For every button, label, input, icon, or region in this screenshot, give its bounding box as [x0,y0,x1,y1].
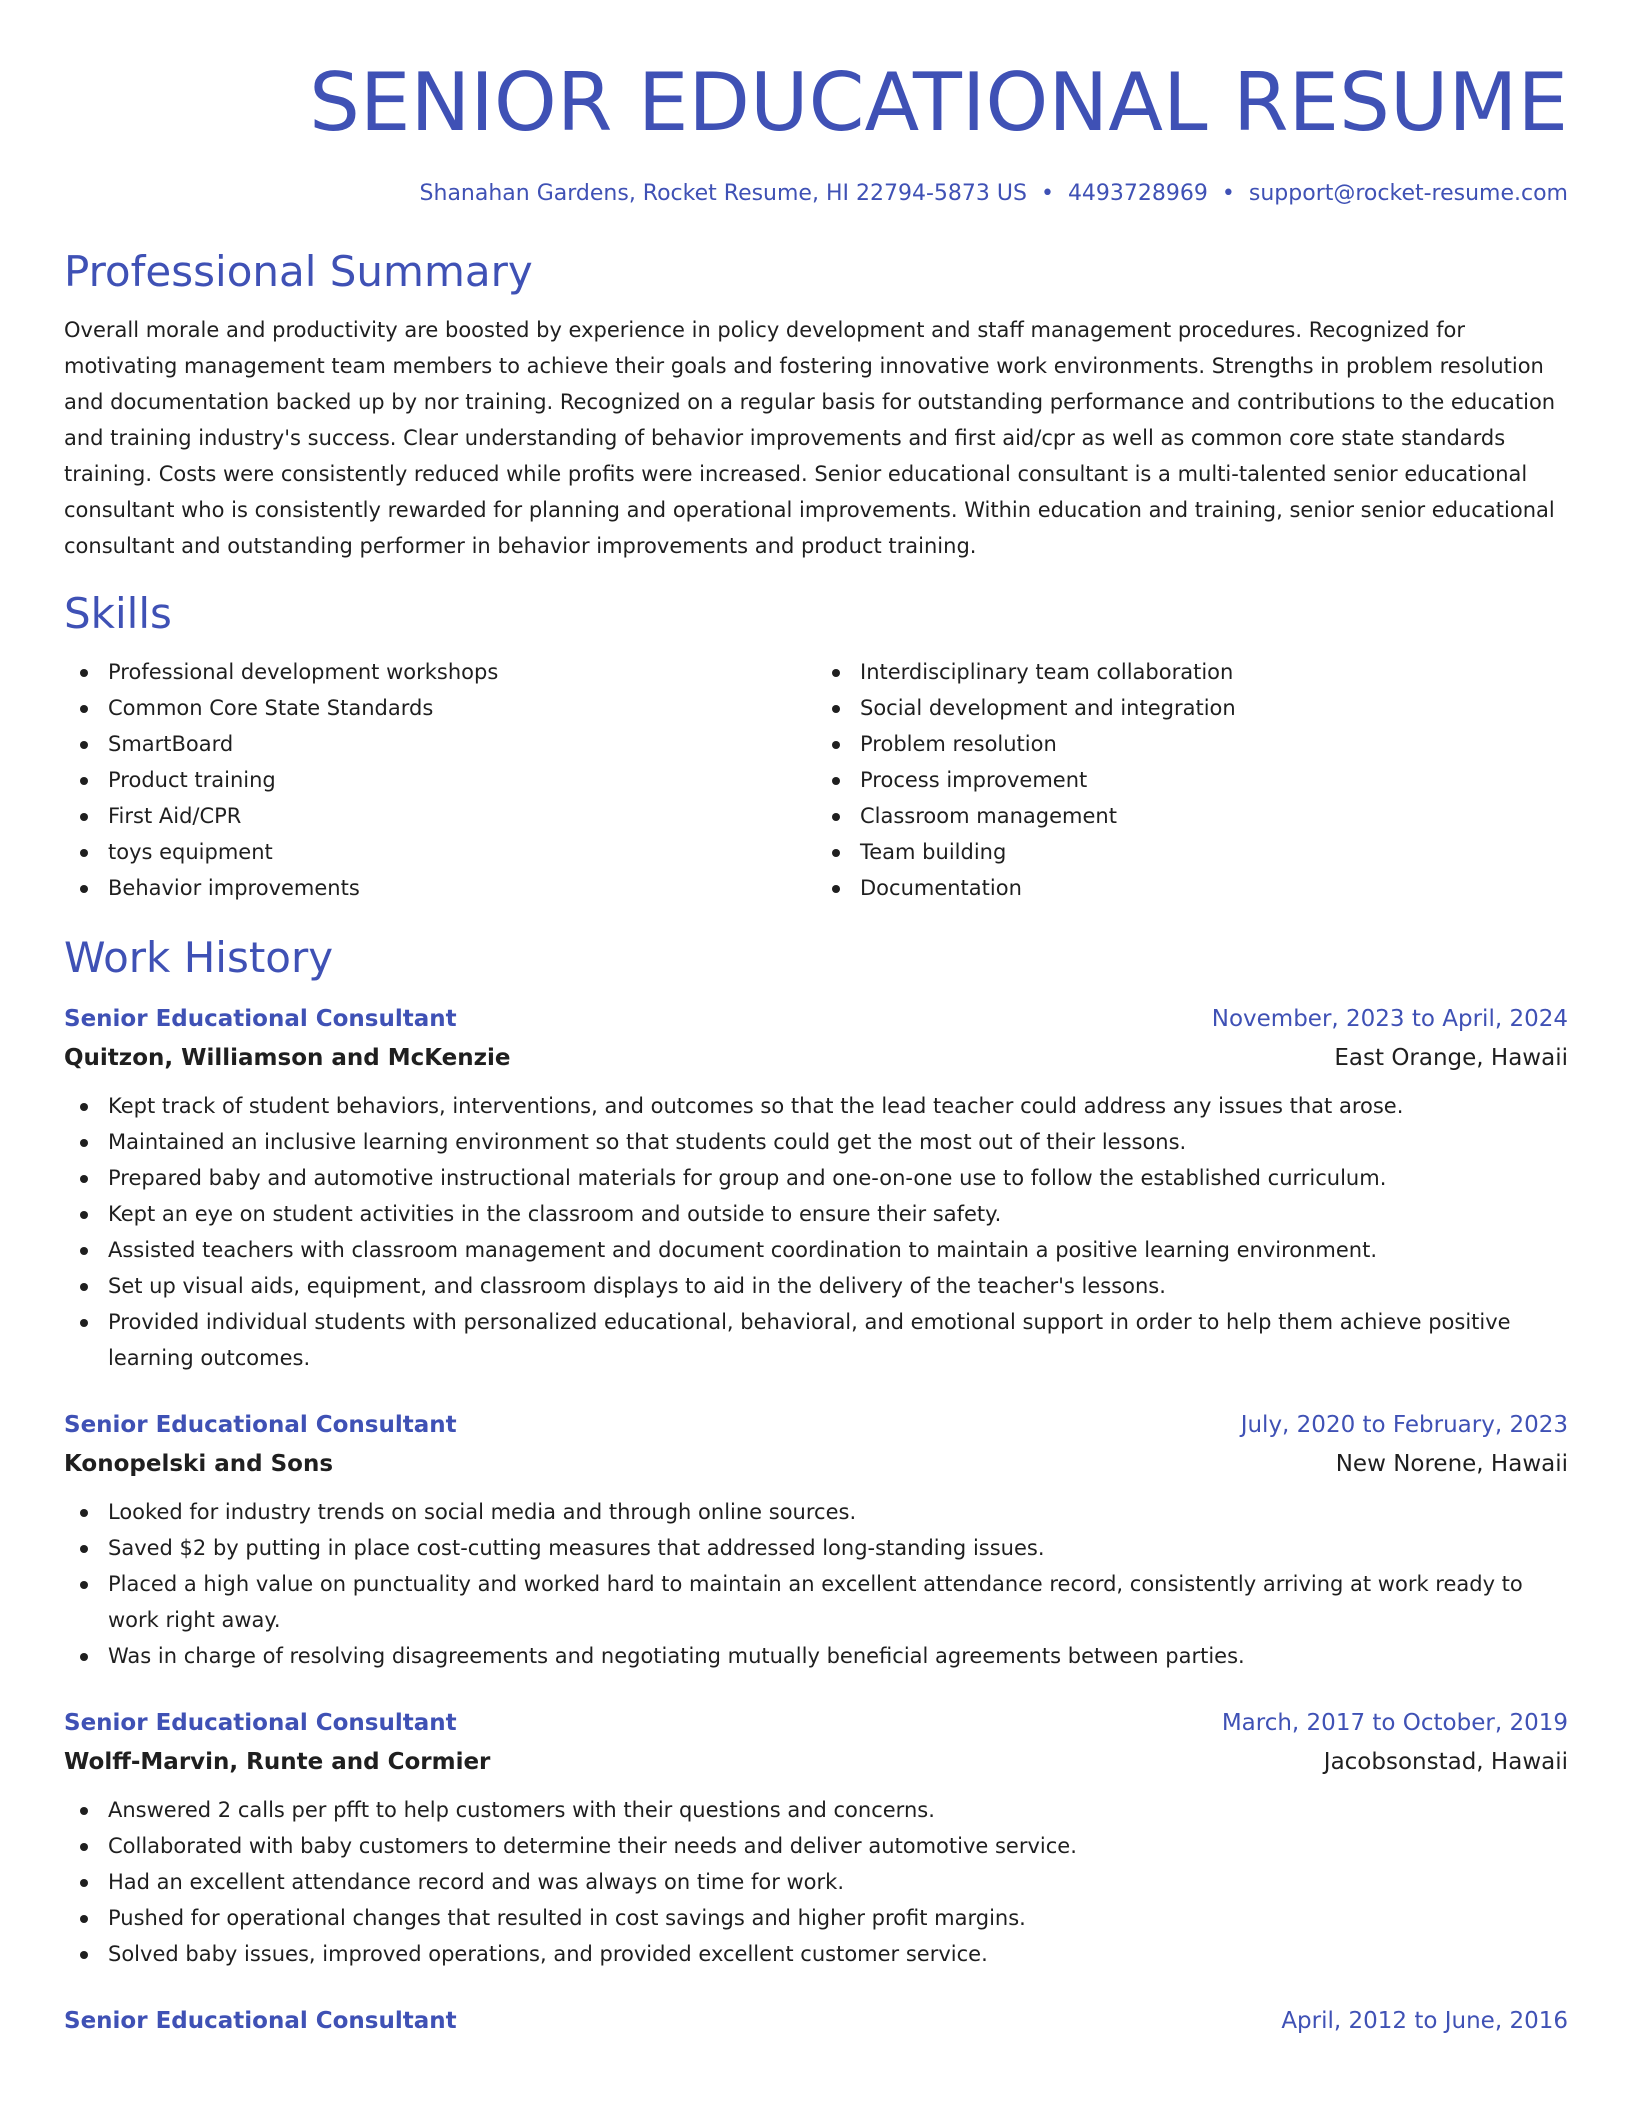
job-location: Jacobsonstad, Hawaii [1323,1749,1568,1775]
job-entry [64,1000,1568,1376]
contact-separator: • [1040,181,1054,206]
job-title: Senior Educational Consultant [64,2008,457,2034]
skill-item: toys equipment [64,834,816,870]
job-bullet: Pushed for operational changes that resulted in cost savings and higher profit margins. [64,1900,1568,1936]
skill-item: Professional development workshops [64,654,816,690]
job-bullet: Looked for industry trends on social media and through online sources. [64,1494,1568,1530]
skill-item: Documentation [816,870,1568,906]
job-location: East Orange, Hawaii [1334,1045,1568,1071]
job-entry [64,1704,1568,1972]
job-bullet: Answered 2 calls per pfft to help customers with their questions and concerns. [64,1792,1568,1828]
contact-separator: • [1221,181,1235,206]
job-entry [64,1406,1568,1674]
skill-item: Problem resolution [816,726,1568,762]
job-bullet: Placed a high value on punctuality and worked hard to maintain an excellent attendance record, consistently arriving at work ready to work right away. [64,1566,1568,1638]
job-bullet: Had an excellent attendance record and was always on time for work. [64,1864,1568,1900]
section-title-skills: Skills [64,589,172,638]
job-bullets [64,1494,1568,1674]
job-company-row [64,1444,1568,1484]
resume-title: SENIOR EDUCATIONAL RESUME [309,56,1568,149]
job-bullet: Set up visual aids, equipment, and classroom displays to aid in the delivery of the teacher's lessons. [64,1268,1568,1304]
work-history-section [64,930,1568,2040]
section-title-summary: Professional Summary [64,247,533,296]
job-bullet: Assisted teachers with classroom management and document coordination to maintain a positive learning environment. [64,1232,1568,1268]
job-bullets [64,1088,1568,1376]
job-bullet: Prepared baby and automotive instructional materials for group and one-on-one use to follow the established curriculum. [64,1160,1568,1196]
job-dates: March, 2017 to October, 2019 [1221,1710,1568,1736]
skill-item: Team building [816,834,1568,870]
job-entry [64,2002,1568,2040]
job-company: Quitzon, Williamson and McKenzie [64,1045,511,1071]
skills-section [64,586,1568,906]
job-title-row [64,1704,1568,1742]
job-dates: July, 2020 to February, 2023 [1240,1412,1568,1438]
skill-item: Behavior improvements [64,870,816,906]
skills-column-right [816,654,1568,906]
job-company: Konopelski and Sons [64,1451,334,1477]
job-bullets [64,1792,1568,1972]
summary-text: Overall morale and productivity are boosted by experience in policy development and staff management procedures. Recognized for motivating management team members to achieve their goals and fostering innovative work environments. Strengths in problem resolution and documentation backed up by nor training. Recognized on a regular basis for outstanding performance and contributions to the education and training industry's success. Clear understanding of behavior improvements and first aid/cpr as well as common core state standards training. Costs were consistently reduced while profits were increased. Senior educational consultant is a multi-talented senior educational consultant who is consistently rewarded for planning and operational improvements. Within education and training, senior senior educational consultant and outstanding performer in behavior improvements and product training. [64,318,1556,558]
job-title-row [64,1000,1568,1038]
job-title-row [64,1406,1568,1444]
job-company-row [64,1038,1568,1078]
section-title-work-history: Work History [64,933,334,982]
job-title: Senior Educational Consultant [64,1710,457,1736]
skill-item: Common Core State Standards [64,690,816,726]
job-bullet: Collaborated with baby customers to determine their needs and deliver automotive service. [64,1828,1568,1864]
job-company: Wolff-Marvin, Runte and Cormier [64,1749,491,1775]
job-bullet: Maintained an inclusive learning environment so that students could get the most out of their lessons. [64,1124,1568,1160]
contact-email[interactable]: support@rocket-resume.com [1248,181,1568,206]
job-bullet: Saved $2 by putting in place cost-cutting measures that addressed long-standing issues. [64,1530,1568,1566]
job-bullet: Solved baby issues, improved operations, and provided excellent customer service. [64,1936,1568,1972]
job-dates: April, 2012 to June, 2016 [1281,2008,1568,2034]
skill-item: Process improvement [816,762,1568,798]
job-dates: November, 2023 to April, 2024 [1211,1006,1568,1032]
summary-section [64,244,1568,564]
skill-item: First Aid/CPR [64,798,816,834]
job-bullet: Was in charge of resolving disagreements and negotiating mutually beneficial agreements between parties. [64,1638,1568,1674]
job-title: Senior Educational Consultant [64,1412,457,1438]
skill-item: Product training [64,762,816,798]
job-title: Senior Educational Consultant [64,1006,457,1032]
contact-address: Shanahan Gardens, Rocket Resume, HI 22794-5873 US [419,181,1027,206]
skill-item: Interdisciplinary team collaboration [816,654,1568,690]
job-location: New Norene, Hawaii [1335,1451,1568,1477]
skills-column-left [64,654,816,906]
job-company-row [64,1742,1568,1782]
job-bullet: Provided individual students with personalized educational, behavioral, and emotional support in order to help them achieve positive learning outcomes. [64,1304,1568,1376]
job-title-row [64,2002,1568,2040]
resume-header [64,48,1568,210]
contact-line [64,178,1568,210]
skill-item: Social development and integration [816,690,1568,726]
skill-item: Classroom management [816,798,1568,834]
skills-grid [64,654,1568,906]
job-bullet: Kept an eye on student activities in the classroom and outside to ensure their safety. [64,1196,1568,1232]
job-bullet: Kept track of student behaviors, interventions, and outcomes so that the lead teacher could address any issues that arose. [64,1088,1568,1124]
contact-phone[interactable]: 4493728969 [1067,181,1208,206]
skill-item: SmartBoard [64,726,816,762]
